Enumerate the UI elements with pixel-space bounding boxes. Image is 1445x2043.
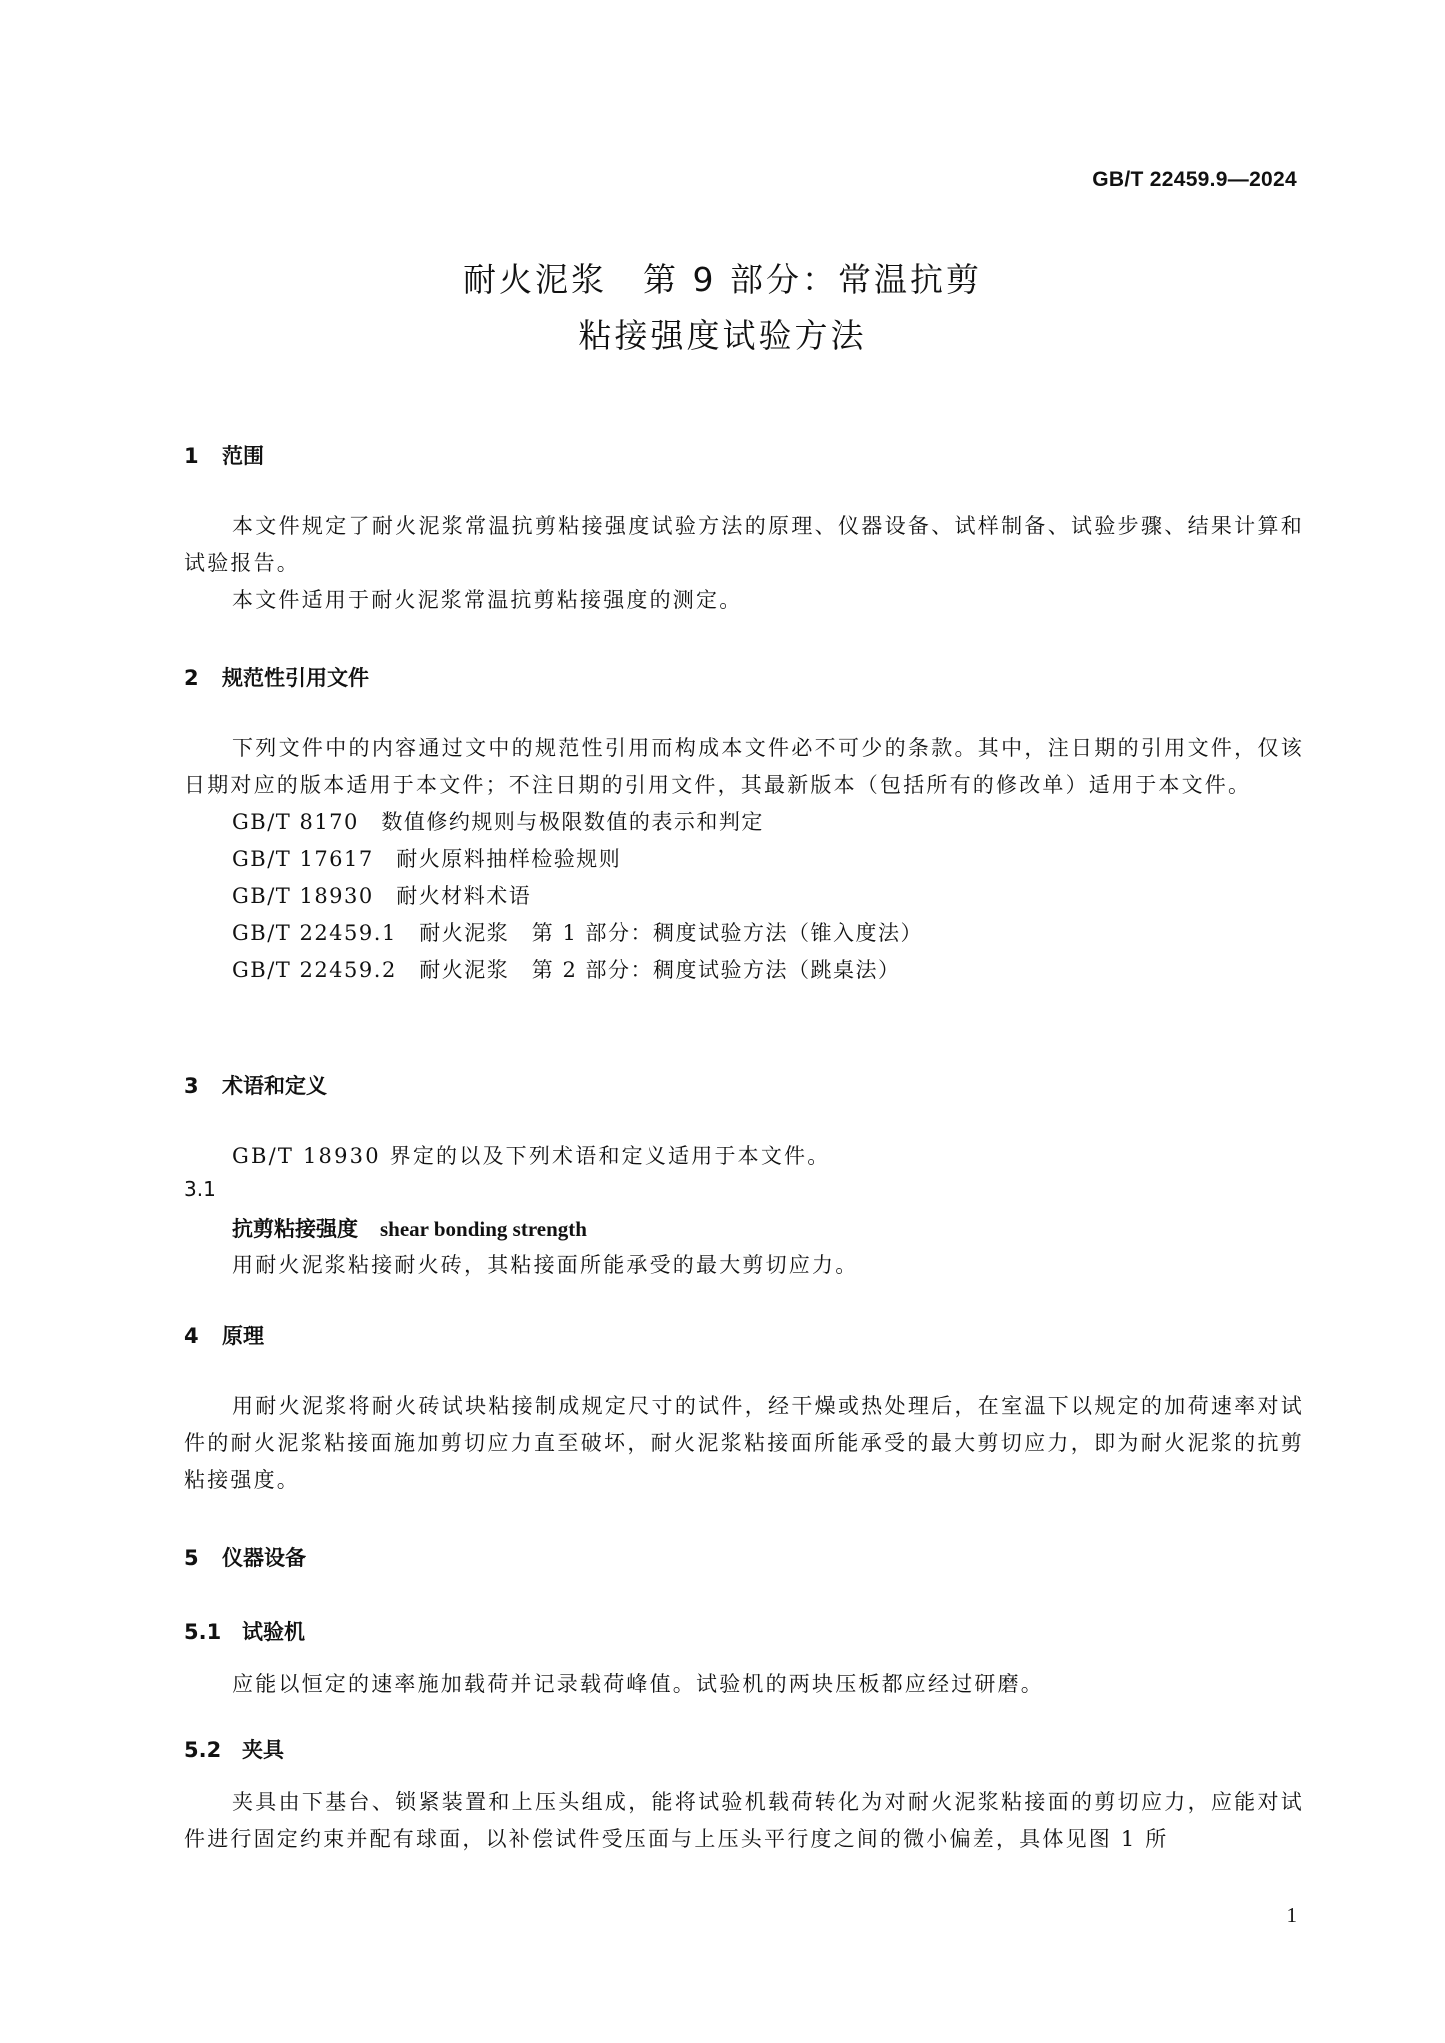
section-3-body bbox=[184, 1138, 1304, 1284]
term-entry bbox=[184, 1213, 1304, 1243]
section-number: 5.2 bbox=[184, 1738, 222, 1762]
paragraph: 用耐火泥浆将耐火砖试块粘接制成规定尺寸的试件，经干燥或热处理后，在室温下以规定的加荷速率对试件的耐火泥浆粘接面施加剪切应力直至破坏，耐火泥浆粘接面所能承受的最大剪切应力，即为耐火泥浆的抗剪粘接强度。 bbox=[184, 1394, 1304, 1492]
paragraph: 下列文件中的内容通过文中的规范性引用而构成本文件必不可少的条款。其中，注日期的引用文件，仅该日期对应的版本适用于本文件；不注日期的引用文件，其最新版本（包括所有的修改单）适用于本文件。 bbox=[184, 736, 1304, 797]
section-5-1-body bbox=[184, 1666, 1304, 1703]
section-4-heading bbox=[184, 1320, 264, 1350]
term-number: 3.1 bbox=[184, 1177, 216, 1201]
section-number: 4 bbox=[184, 1324, 199, 1348]
section-title: 夹具 bbox=[242, 1738, 284, 1762]
section-title: 术语和定义 bbox=[222, 1074, 327, 1098]
section-title: 范围 bbox=[222, 444, 264, 468]
term-definition: 用耐火泥浆粘接耐火砖，其粘接面所能承受的最大剪切应力。 bbox=[232, 1253, 859, 1277]
page-number: 1 bbox=[1286, 1903, 1297, 1927]
title-line-2: 粘接强度试验方法 bbox=[578, 316, 867, 355]
section-1-body bbox=[184, 508, 1304, 619]
paragraph: 应能以恒定的速率施加载荷并记录载荷峰值。试验机的两块压板都应经过研磨。 bbox=[232, 1672, 1044, 1696]
section-number: 5.1 bbox=[184, 1620, 222, 1644]
section-title: 规范性引用文件 bbox=[222, 666, 369, 690]
term-chinese: 抗剪粘接强度 bbox=[232, 1217, 358, 1241]
section-title: 试验机 bbox=[242, 1620, 305, 1644]
title-line-1: 耐火泥浆 第 9 部分：常温抗剪 bbox=[463, 260, 982, 299]
paragraph: 本文件适用于耐火泥浆常温抗剪粘接强度的测定。 bbox=[232, 588, 743, 612]
section-5-1-heading bbox=[184, 1616, 305, 1646]
section-number: 3 bbox=[184, 1074, 199, 1098]
paragraph: 本文件规定了耐火泥浆常温抗剪粘接强度试验方法的原理、仪器设备、试样制备、试验步骤、结果计算和试验报告。 bbox=[184, 514, 1304, 575]
document-title bbox=[0, 252, 1445, 364]
section-5-2-heading bbox=[184, 1734, 284, 1764]
section-4-body bbox=[184, 1388, 1304, 1499]
paragraph: GB/T 18930 界定的以及下列术语和定义适用于本文件。 bbox=[232, 1144, 831, 1168]
section-1-heading bbox=[184, 440, 264, 470]
standard-code: GB/T 22459.9—2024 bbox=[1092, 168, 1297, 191]
section-2-body bbox=[184, 730, 1304, 989]
normative-reference: GB/T 17617 耐火原料抽样检验规则 bbox=[232, 847, 622, 871]
normative-reference: GB/T 8170 数值修约规则与极限数值的表示和判定 bbox=[232, 810, 764, 834]
section-number: 1 bbox=[184, 444, 199, 468]
section-3-heading bbox=[184, 1070, 327, 1100]
section-title: 仪器设备 bbox=[222, 1546, 306, 1570]
section-2-heading bbox=[184, 662, 369, 692]
section-5-2-body bbox=[184, 1784, 1304, 1858]
normative-reference: GB/T 22459.1 耐火泥浆 第 1 部分：稠度试验方法（锥入度法） bbox=[232, 921, 924, 945]
term-english: shear bonding strength bbox=[380, 1217, 587, 1241]
section-number: 5 bbox=[184, 1546, 199, 1570]
section-number: 2 bbox=[184, 666, 199, 690]
section-title: 原理 bbox=[222, 1324, 264, 1348]
paragraph: 夹具由下基台、锁紧装置和上压头组成，能将试验机载荷转化为对耐火泥浆粘接面的剪切应力，应能对试件进行固定约束并配有球面，以补偿试件受压面与上压头平行度之间的微小偏差，具体见图 1 所 bbox=[184, 1790, 1304, 1851]
normative-reference: GB/T 18930 耐火材料术语 bbox=[232, 884, 532, 908]
normative-reference: GB/T 22459.2 耐火泥浆 第 2 部分：稠度试验方法（跳桌法） bbox=[232, 958, 901, 982]
section-5-heading bbox=[184, 1542, 306, 1572]
